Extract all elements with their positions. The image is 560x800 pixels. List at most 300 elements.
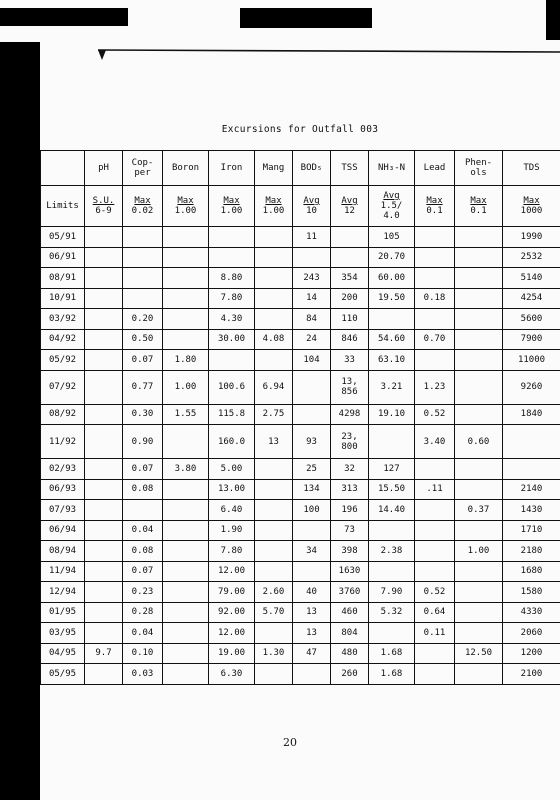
value-cell: 1.90 xyxy=(209,520,255,541)
value-cell xyxy=(293,664,331,685)
value-cell xyxy=(503,459,560,480)
value-cell: 0.77 xyxy=(123,370,163,404)
value-cell xyxy=(163,309,209,330)
limit-value: 1.5/ 4.0 xyxy=(380,201,403,221)
value-cell: 84 xyxy=(293,309,331,330)
limit-type: Max xyxy=(523,196,540,206)
value-cell xyxy=(85,541,123,562)
value-cell xyxy=(209,247,255,268)
value-cell: 2.60 xyxy=(255,582,293,603)
value-cell: 1.00 xyxy=(455,541,503,562)
value-cell: 0.08 xyxy=(123,479,163,500)
value-cell xyxy=(255,247,293,268)
value-cell xyxy=(455,459,503,480)
column-limit xyxy=(369,186,415,227)
value-cell: 79.00 xyxy=(209,582,255,603)
value-cell: 1840 xyxy=(503,404,560,425)
table-row xyxy=(41,309,560,330)
value-cell: 5.00 xyxy=(209,459,255,480)
value-cell: 33 xyxy=(331,350,369,371)
column-header: Cop- per xyxy=(123,151,163,186)
table-row xyxy=(41,268,560,289)
value-cell xyxy=(255,227,293,248)
value-cell: 0.52 xyxy=(415,582,455,603)
date-cell: 06/93 xyxy=(41,479,85,500)
page-title: Excursions for Outfall 003 xyxy=(221,124,379,135)
column-limit xyxy=(331,186,369,227)
value-cell xyxy=(163,247,209,268)
table-row xyxy=(41,479,560,500)
value-cell: 0.70 xyxy=(415,329,455,350)
table-row xyxy=(41,602,560,623)
date-cell: 05/95 xyxy=(41,664,85,685)
column-header: Boron xyxy=(163,151,209,186)
value-cell: 92.00 xyxy=(209,602,255,623)
value-cell: 5140 xyxy=(503,268,560,289)
column-header: NH₃-N xyxy=(369,151,415,186)
value-cell: 110 xyxy=(331,309,369,330)
value-cell: 47 xyxy=(293,643,331,664)
table-row xyxy=(41,541,560,562)
table-row xyxy=(41,329,560,350)
value-cell xyxy=(415,459,455,480)
value-cell: 2.38 xyxy=(369,541,415,562)
value-cell: 0.07 xyxy=(123,350,163,371)
column-limit xyxy=(163,186,209,227)
value-cell xyxy=(415,247,455,268)
value-cell: 0.08 xyxy=(123,541,163,562)
value-cell: 1580 xyxy=(503,582,560,603)
column-limit xyxy=(503,186,560,227)
column-limit xyxy=(255,186,293,227)
value-cell xyxy=(455,370,503,404)
value-cell xyxy=(85,500,123,521)
date-cell: 06/94 xyxy=(41,520,85,541)
value-cell xyxy=(503,425,560,459)
value-cell xyxy=(293,370,331,404)
value-cell xyxy=(255,561,293,582)
value-cell: 2180 xyxy=(503,541,560,562)
value-cell: 1.30 xyxy=(255,643,293,664)
limit-value: 1.00 xyxy=(174,206,197,216)
date-cell: 07/92 xyxy=(41,370,85,404)
value-cell: 0.28 xyxy=(123,602,163,623)
value-cell: 1630 xyxy=(331,561,369,582)
value-cell xyxy=(163,623,209,644)
table-row xyxy=(41,500,560,521)
value-cell: 93 xyxy=(293,425,331,459)
column-header: Mang xyxy=(255,151,293,186)
value-cell xyxy=(85,309,123,330)
limit-value: 1.00 xyxy=(220,206,243,216)
date-cell: 11/94 xyxy=(41,561,85,582)
column-limit xyxy=(415,186,455,227)
value-cell: 804 xyxy=(331,623,369,644)
value-cell: 1.00 xyxy=(163,370,209,404)
value-cell: 105 xyxy=(369,227,415,248)
table-row xyxy=(41,288,560,309)
limit-type: Max xyxy=(426,196,443,206)
value-cell xyxy=(163,500,209,521)
column-header: BOD₅ xyxy=(293,151,331,186)
value-cell xyxy=(123,227,163,248)
limit-value: 0.1 xyxy=(426,206,443,216)
limit-type: Avg xyxy=(383,191,400,201)
value-cell: 3.80 xyxy=(163,459,209,480)
value-cell: 1.80 xyxy=(163,350,209,371)
date-cell: 04/92 xyxy=(41,329,85,350)
value-cell: 460 xyxy=(331,602,369,623)
value-cell xyxy=(85,479,123,500)
value-cell: 0.60 xyxy=(455,425,503,459)
value-cell: 1.68 xyxy=(369,664,415,685)
table-row xyxy=(41,370,560,404)
limit-type: Max xyxy=(223,196,240,206)
value-cell: 127 xyxy=(369,459,415,480)
value-cell xyxy=(415,227,455,248)
table-row xyxy=(41,643,560,664)
limit-value: 0.02 xyxy=(131,206,154,216)
limit-value: 10 xyxy=(306,206,317,216)
value-cell xyxy=(255,541,293,562)
value-cell xyxy=(415,520,455,541)
column-header: Iron xyxy=(209,151,255,186)
date-cell: 08/94 xyxy=(41,541,85,562)
value-cell xyxy=(415,643,455,664)
header-row-parameters xyxy=(41,151,560,186)
value-cell: 115.8 xyxy=(209,404,255,425)
value-cell: 3760 xyxy=(331,582,369,603)
value-cell xyxy=(293,520,331,541)
table-row xyxy=(41,247,560,268)
value-cell: 19.50 xyxy=(369,288,415,309)
value-cell: 24 xyxy=(293,329,331,350)
date-cell: 05/92 xyxy=(41,350,85,371)
value-cell: 19.00 xyxy=(209,643,255,664)
value-cell xyxy=(85,227,123,248)
column-header: TDS xyxy=(503,151,560,186)
value-cell: 0.20 xyxy=(123,309,163,330)
excursions-table xyxy=(40,150,560,685)
value-cell xyxy=(85,582,123,603)
date-cell: 03/92 xyxy=(41,309,85,330)
value-cell xyxy=(293,561,331,582)
value-cell: 160.0 xyxy=(209,425,255,459)
value-cell xyxy=(163,541,209,562)
value-cell: 15.50 xyxy=(369,479,415,500)
value-cell: 30.00 xyxy=(209,329,255,350)
value-cell: 1430 xyxy=(503,500,560,521)
value-cell: 0.07 xyxy=(123,561,163,582)
value-cell: 20.70 xyxy=(369,247,415,268)
value-cell xyxy=(85,404,123,425)
value-cell xyxy=(331,247,369,268)
value-cell xyxy=(163,664,209,685)
value-cell xyxy=(85,329,123,350)
value-cell xyxy=(85,425,123,459)
value-cell xyxy=(415,500,455,521)
value-cell xyxy=(293,404,331,425)
value-cell: 4.30 xyxy=(209,309,255,330)
value-cell xyxy=(293,247,331,268)
value-cell xyxy=(455,329,503,350)
value-cell: 0.30 xyxy=(123,404,163,425)
value-cell xyxy=(455,582,503,603)
value-cell: 0.52 xyxy=(415,404,455,425)
value-cell: 398 xyxy=(331,541,369,562)
value-cell xyxy=(369,309,415,330)
value-cell: 5.70 xyxy=(255,602,293,623)
value-cell xyxy=(163,425,209,459)
value-cell: 2100 xyxy=(503,664,560,685)
value-cell: 100 xyxy=(293,500,331,521)
limit-type: Avg xyxy=(341,196,358,206)
value-cell xyxy=(85,602,123,623)
value-cell: 1.68 xyxy=(369,643,415,664)
table-row xyxy=(41,561,560,582)
value-cell xyxy=(369,561,415,582)
date-cell: 08/91 xyxy=(41,268,85,289)
value-cell xyxy=(123,500,163,521)
value-cell xyxy=(455,520,503,541)
value-cell xyxy=(415,541,455,562)
value-cell xyxy=(85,664,123,685)
value-cell: 34 xyxy=(293,541,331,562)
value-cell: 0.90 xyxy=(123,425,163,459)
value-cell: 13, 856 xyxy=(331,370,369,404)
value-cell: 5.32 xyxy=(369,602,415,623)
value-cell: 6.94 xyxy=(255,370,293,404)
value-cell: 196 xyxy=(331,500,369,521)
value-cell: 0.07 xyxy=(123,459,163,480)
value-cell: 846 xyxy=(331,329,369,350)
table-row xyxy=(41,227,560,248)
date-cell: 05/91 xyxy=(41,227,85,248)
value-cell: 32 xyxy=(331,459,369,480)
value-cell: 19.10 xyxy=(369,404,415,425)
value-cell: 6.30 xyxy=(209,664,255,685)
limit-type: Avg xyxy=(303,196,320,206)
value-cell xyxy=(163,227,209,248)
limit-type: S.U. xyxy=(92,196,115,206)
value-cell: 0.10 xyxy=(123,643,163,664)
column-limit xyxy=(455,186,503,227)
column-header: TSS xyxy=(331,151,369,186)
value-cell xyxy=(455,623,503,644)
value-cell: 7900 xyxy=(503,329,560,350)
value-cell: 54.60 xyxy=(369,329,415,350)
value-cell xyxy=(163,582,209,603)
value-cell: 1680 xyxy=(503,561,560,582)
value-cell: 260 xyxy=(331,664,369,685)
value-cell: 14 xyxy=(293,288,331,309)
value-cell: 13.00 xyxy=(209,479,255,500)
value-cell xyxy=(85,623,123,644)
value-cell: 480 xyxy=(331,643,369,664)
value-cell: 6.40 xyxy=(209,500,255,521)
value-cell: 7.80 xyxy=(209,288,255,309)
value-cell: 9.7 xyxy=(85,643,123,664)
header-row-limits xyxy=(41,186,560,227)
value-cell: 0.11 xyxy=(415,623,455,644)
table-row xyxy=(41,459,560,480)
page-number: 20 xyxy=(283,736,297,749)
value-cell: 0.04 xyxy=(123,623,163,644)
value-cell: 12.00 xyxy=(209,561,255,582)
value-cell xyxy=(255,459,293,480)
limit-type: Max xyxy=(134,196,151,206)
value-cell xyxy=(455,602,503,623)
date-cell: 06/91 xyxy=(41,247,85,268)
column-limit xyxy=(209,186,255,227)
column-header: Phen- ols xyxy=(455,151,503,186)
value-cell: .11 xyxy=(415,479,455,500)
value-cell xyxy=(163,602,209,623)
date-cell: 10/91 xyxy=(41,288,85,309)
value-cell: 63.10 xyxy=(369,350,415,371)
table-body xyxy=(41,227,560,685)
value-cell xyxy=(85,247,123,268)
value-cell: 4.08 xyxy=(255,329,293,350)
value-cell: 8.80 xyxy=(209,268,255,289)
value-cell xyxy=(163,561,209,582)
value-cell: 13 xyxy=(255,425,293,459)
value-cell: 23, 800 xyxy=(331,425,369,459)
value-cell: 1990 xyxy=(503,227,560,248)
value-cell xyxy=(123,288,163,309)
value-cell: 3.21 xyxy=(369,370,415,404)
value-cell: 14.40 xyxy=(369,500,415,521)
table-row xyxy=(41,520,560,541)
value-cell: 0.37 xyxy=(455,500,503,521)
date-cell: 01/95 xyxy=(41,602,85,623)
value-cell xyxy=(455,288,503,309)
limit-value: 12 xyxy=(344,206,355,216)
value-cell: 11 xyxy=(293,227,331,248)
value-cell: 1.55 xyxy=(163,404,209,425)
table-row xyxy=(41,350,560,371)
value-cell xyxy=(369,520,415,541)
limits-label: Limits xyxy=(41,186,85,227)
value-cell xyxy=(455,664,503,685)
value-cell xyxy=(163,268,209,289)
value-cell: 25 xyxy=(293,459,331,480)
value-cell xyxy=(209,227,255,248)
value-cell: 354 xyxy=(331,268,369,289)
value-cell: 7.90 xyxy=(369,582,415,603)
value-cell xyxy=(415,664,455,685)
value-cell xyxy=(255,309,293,330)
value-cell xyxy=(415,268,455,289)
date-cell: 03/95 xyxy=(41,623,85,644)
value-cell xyxy=(163,479,209,500)
value-cell xyxy=(85,370,123,404)
limit-type: Max xyxy=(265,196,282,206)
value-cell: 13 xyxy=(293,623,331,644)
value-cell xyxy=(455,309,503,330)
value-cell xyxy=(209,350,255,371)
value-cell: 0.03 xyxy=(123,664,163,685)
value-cell xyxy=(163,288,209,309)
value-cell xyxy=(85,268,123,289)
value-cell xyxy=(455,268,503,289)
value-cell: 1200 xyxy=(503,643,560,664)
value-cell xyxy=(455,227,503,248)
table-row xyxy=(41,425,560,459)
value-cell xyxy=(123,268,163,289)
redaction-bar-right xyxy=(240,8,372,28)
value-cell xyxy=(163,520,209,541)
value-cell xyxy=(255,520,293,541)
value-cell xyxy=(415,561,455,582)
value-cell: 3.40 xyxy=(415,425,455,459)
value-cell: 9260 xyxy=(503,370,560,404)
limit-type: Max xyxy=(470,196,487,206)
value-cell xyxy=(369,623,415,644)
value-cell xyxy=(415,350,455,371)
value-cell: 11000 xyxy=(503,350,560,371)
limit-value: 6-9 xyxy=(95,206,112,216)
value-cell xyxy=(455,479,503,500)
value-cell xyxy=(331,227,369,248)
value-cell xyxy=(255,350,293,371)
header-corner-cell xyxy=(41,151,85,186)
value-cell xyxy=(255,500,293,521)
value-cell: 7.80 xyxy=(209,541,255,562)
value-cell: 2060 xyxy=(503,623,560,644)
value-cell: 100.6 xyxy=(209,370,255,404)
value-cell: 2140 xyxy=(503,479,560,500)
limit-value: 1000 xyxy=(520,206,543,216)
date-cell: 08/92 xyxy=(41,404,85,425)
value-cell: 4254 xyxy=(503,288,560,309)
date-cell: 11/92 xyxy=(41,425,85,459)
value-cell xyxy=(255,288,293,309)
table-row xyxy=(41,582,560,603)
value-cell xyxy=(255,664,293,685)
value-cell: 5600 xyxy=(503,309,560,330)
value-cell xyxy=(163,329,209,350)
value-cell xyxy=(255,268,293,289)
table-row xyxy=(41,664,560,685)
page-rule-line xyxy=(92,48,560,62)
date-cell: 04/95 xyxy=(41,643,85,664)
value-cell xyxy=(85,350,123,371)
value-cell: 2532 xyxy=(503,247,560,268)
value-cell: 243 xyxy=(293,268,331,289)
value-cell xyxy=(85,288,123,309)
value-cell: 104 xyxy=(293,350,331,371)
date-cell: 02/93 xyxy=(41,459,85,480)
value-cell: 13 xyxy=(293,602,331,623)
value-cell: 12.00 xyxy=(209,623,255,644)
column-limit xyxy=(123,186,163,227)
value-cell xyxy=(455,561,503,582)
value-cell: 200 xyxy=(331,288,369,309)
value-cell xyxy=(415,309,455,330)
value-cell xyxy=(455,350,503,371)
column-header: Lead xyxy=(415,151,455,186)
value-cell: 0.64 xyxy=(415,602,455,623)
limit-value: 0.1 xyxy=(470,206,487,216)
redaction-bar-corner xyxy=(546,0,560,40)
value-cell xyxy=(255,479,293,500)
value-cell: 12.50 xyxy=(455,643,503,664)
value-cell: 134 xyxy=(293,479,331,500)
value-cell xyxy=(455,247,503,268)
value-cell: 0.18 xyxy=(415,288,455,309)
value-cell xyxy=(455,404,503,425)
